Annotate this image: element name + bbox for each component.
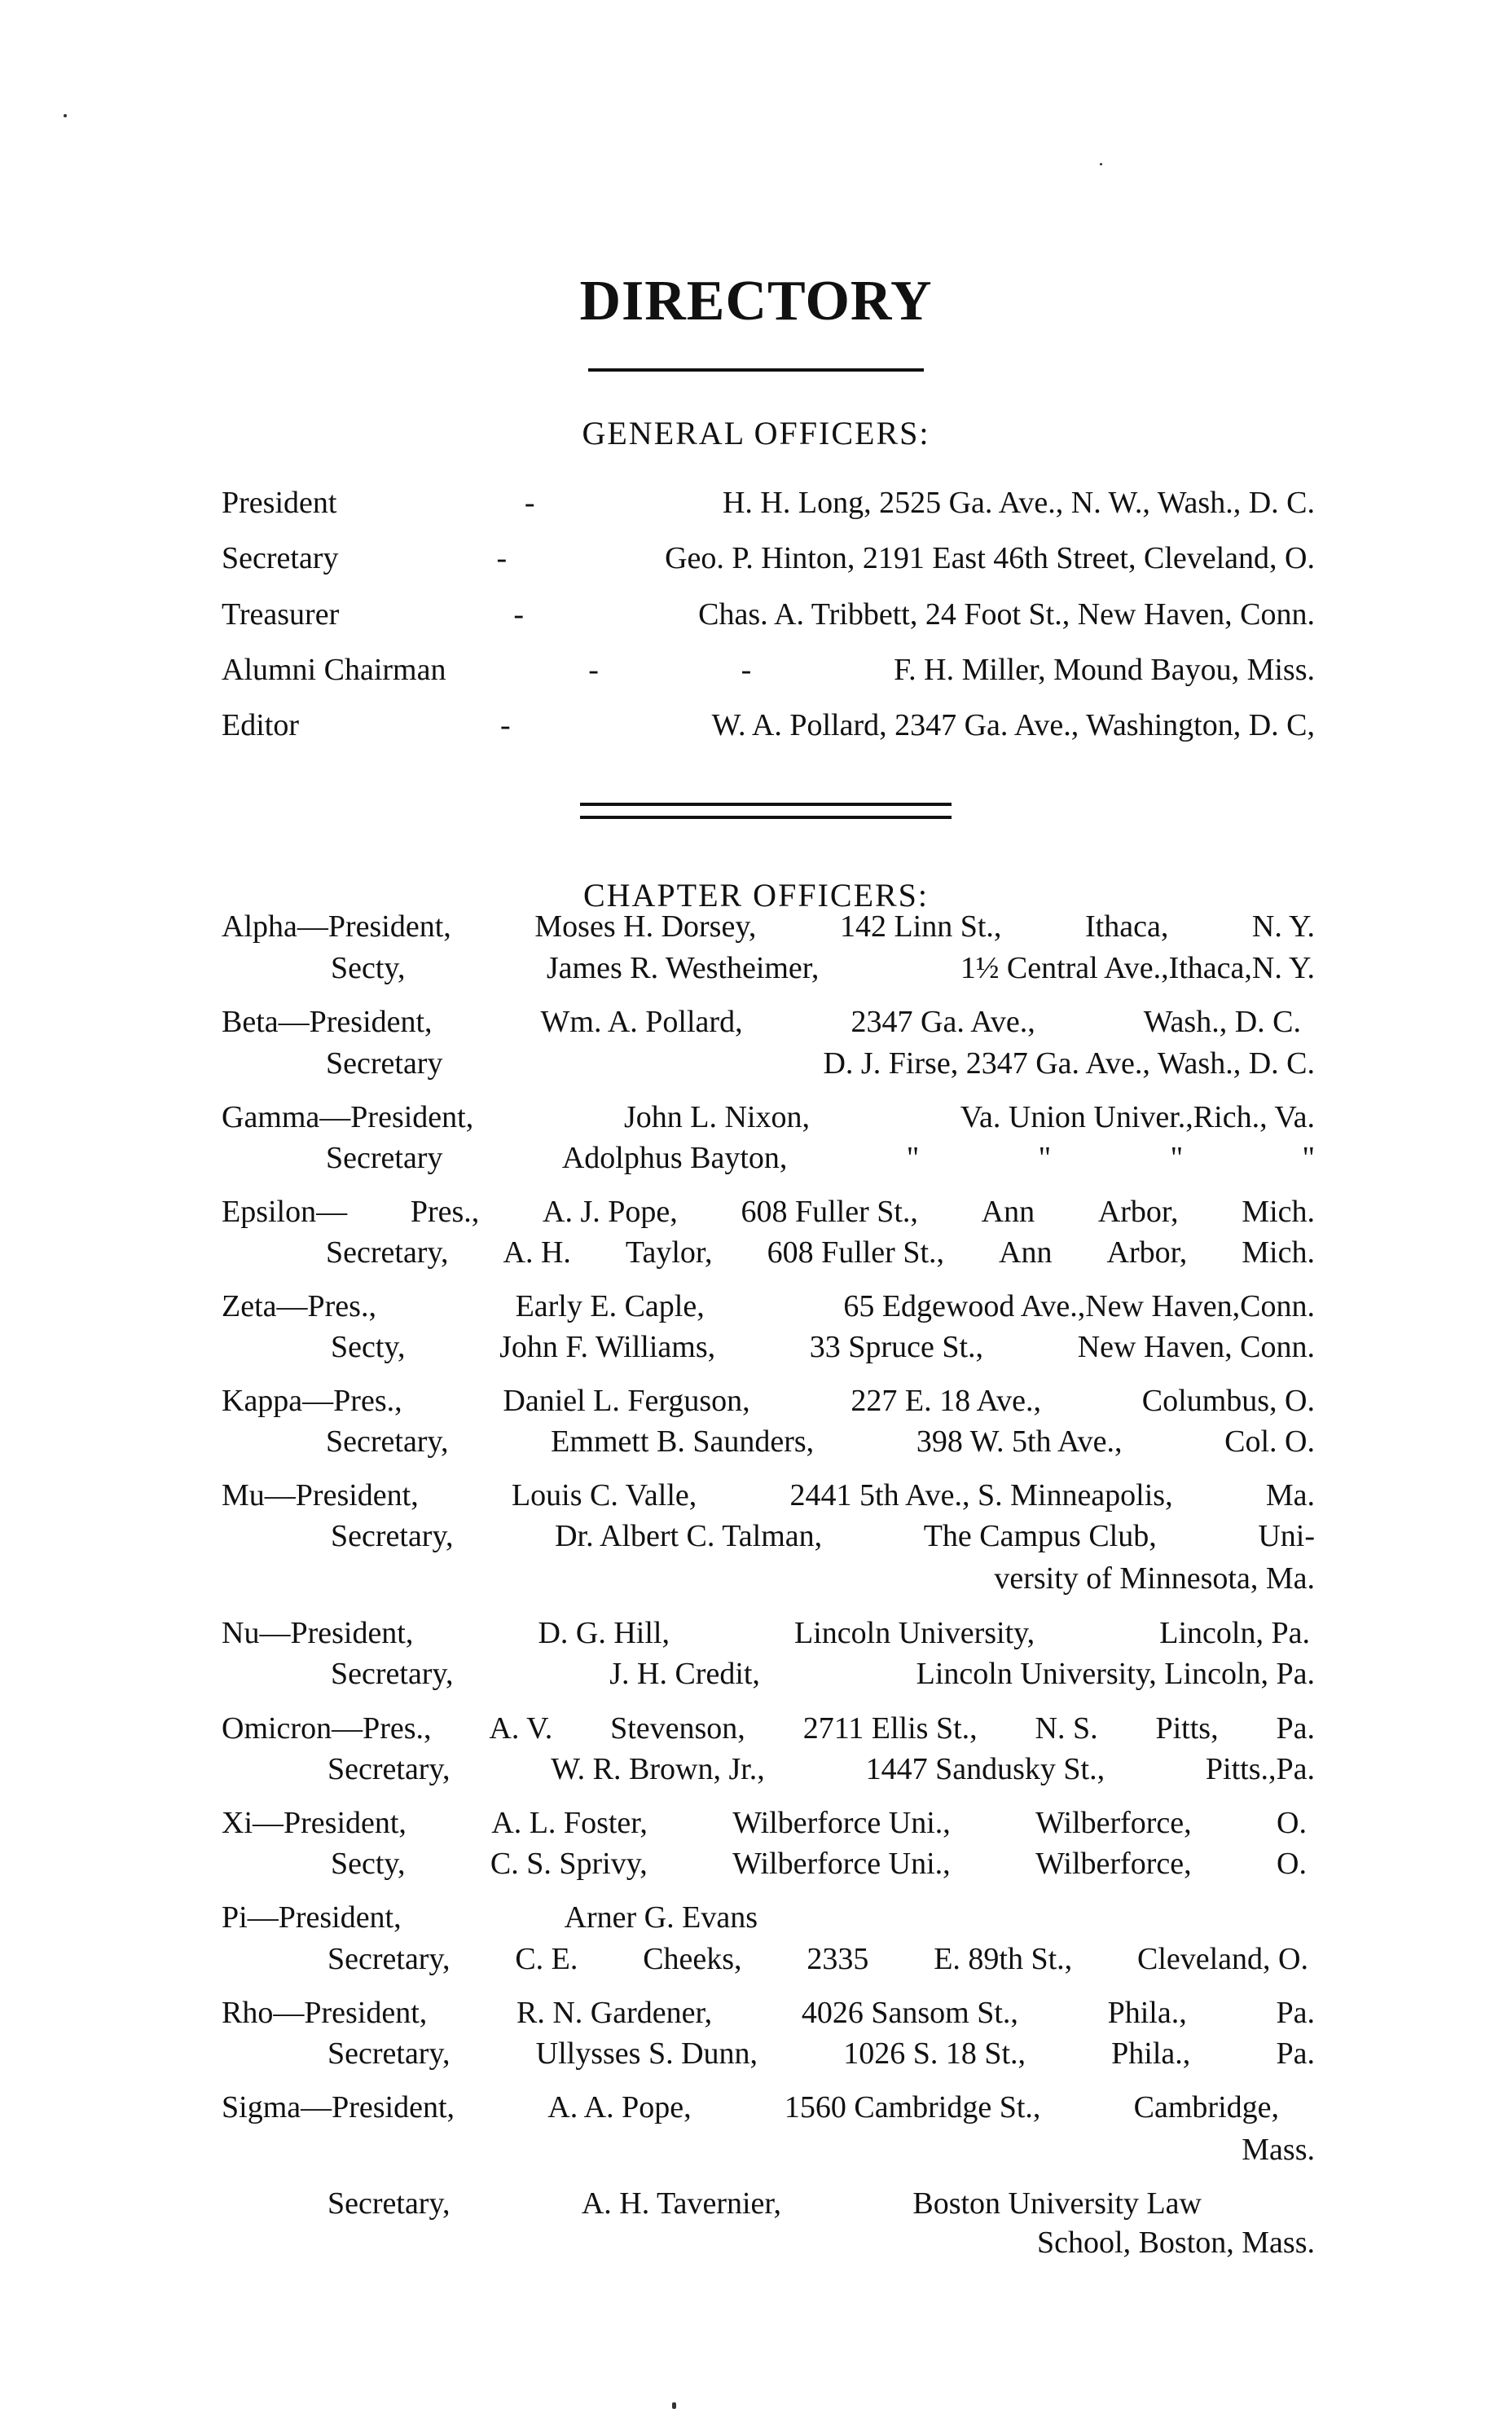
page-title: DIRECTORY	[579, 270, 933, 332]
general-officer-row-part: -	[588, 653, 599, 687]
chapter-officer-line-part: Beta—President,	[222, 1005, 433, 1039]
chapter-officer-line	[326, 1048, 1315, 1079]
chapter-officer-line-part: C. E.	[515, 1942, 578, 1976]
chapter-officer-line	[896, 1563, 1315, 1594]
chapter-officer-line	[222, 1807, 1307, 1838]
general-officer-row	[222, 543, 1315, 574]
chapter-officer-line-part: Pa.	[1276, 1996, 1315, 2030]
general-officer-row-part: President	[222, 486, 337, 520]
section-rule-bottom	[580, 816, 952, 819]
chapter-officer-line-part: Secretary,	[331, 1657, 454, 1691]
chapter-officer-line-part: Secty,	[331, 1330, 406, 1364]
chapter-officer-line	[222, 1618, 1310, 1649]
speck	[1100, 163, 1102, 165]
chapter-officer-line	[326, 1143, 1315, 1173]
chapter-officer-line	[326, 1426, 1315, 1457]
chapter-officer-line-part: Kappa—Pres.,	[222, 1384, 402, 1418]
general-officer-row-part: Treasurer	[222, 597, 340, 632]
chapter-officer-line-part: 227 E. 18 Ave.,	[850, 1384, 1042, 1418]
chapter-officer-line-part: John L. Nixon,	[624, 1100, 810, 1134]
chapter-officer-line-part: Boston University Law	[912, 2186, 1202, 2221]
chapter-officer-line	[222, 1902, 758, 1933]
chapter-officer-line-part: Secretary,	[327, 2036, 451, 2071]
chapter-officer-line-part: Lincoln, Pa.	[1159, 1616, 1310, 1650]
chapter-officer-line-part: Wm. A. Pollard,	[540, 1005, 743, 1039]
chapter-officer-line	[331, 1521, 1315, 1552]
chapter-officer-line-part: Xi—President,	[222, 1806, 407, 1840]
chapter-officer-line-part: A. J. Pope,	[543, 1195, 678, 1229]
chapter-officer-line-part: 65 Edgewood Ave.,New Haven,Conn.	[843, 1289, 1315, 1323]
chapter-officer-line	[222, 1196, 1315, 1227]
chapter-officer-line-part: Wilberforce,	[1035, 1847, 1192, 1881]
chapter-officer-line-part: Alpha—President,	[222, 909, 451, 944]
chapter-officer-line	[222, 2092, 1279, 2123]
general-officer-row-part: Secretary	[222, 541, 339, 575]
chapter-officer-line-part: Pitts.,Pa.	[1205, 1752, 1315, 1786]
chapter-officer-line-part: Arner G. Evans	[564, 1900, 758, 1935]
general-officer-row	[222, 599, 1315, 630]
chapter-officer-line-part: 608 Fuller St.,	[741, 1195, 918, 1229]
chapter-officer-line-part: Ann	[999, 1235, 1053, 1270]
chapter-officer-line-part: Ithaca,	[1085, 909, 1169, 944]
chapter-officer-line	[327, 1944, 1308, 1975]
speck	[672, 2402, 676, 2409]
chapter-officer-line	[331, 953, 1315, 984]
chapter-officer-line-part: 1560 Cambridge St.,	[784, 2090, 1041, 2124]
general-officer-row-part: -	[499, 708, 511, 742]
chapter-officer-line-part: Adolphus Bayton,	[561, 1141, 788, 1175]
chapter-officer-line	[222, 1480, 1315, 1511]
chapter-officer-line-part: Pitts,	[1155, 1711, 1219, 1746]
chapter-officer-line-part: Ullysses S. Dunn,	[535, 2036, 758, 2071]
chapter-officer-line	[327, 2188, 1202, 2219]
chapter-officer-line-part: Epsilon—	[222, 1195, 348, 1229]
chapter-officer-line-part: Pres.,	[410, 1195, 480, 1229]
chapter-officer-line-part: 2347 Ga. Ave.,	[850, 1005, 1035, 1039]
chapter-officer-line-part: Wilberforce Uni.,	[732, 1847, 951, 1881]
chapter-officer-line-part: Louis C. Valle,	[511, 1478, 697, 1512]
chapter-officer-line-part: N. Y.	[1251, 909, 1315, 944]
chapter-officer-line	[222, 1006, 1301, 1037]
chapter-officer-line-part: 2335	[807, 1942, 869, 1976]
chapter-officer-line-part: D. J. Firse, 2347 Ga. Ave., Wash., D. C.	[823, 1046, 1315, 1081]
chapter-officer-line	[327, 2038, 1315, 2069]
chapter-officer-line-part: Phila.,	[1107, 1996, 1187, 2030]
general-officer-row-part: -	[513, 597, 524, 632]
chapter-officer-line-part: Emmett B. Saunders,	[551, 1424, 815, 1459]
section-rule-top	[580, 803, 952, 806]
chapter-officer-line-part: Wilberforce Uni.,	[732, 1806, 951, 1840]
chapter-officer-line	[222, 1713, 1315, 1744]
general-officer-row	[222, 654, 1315, 685]
chapter-officer-line-part: Pa.	[1276, 2036, 1315, 2071]
general-officer-row-part: F. H. Miller, Mound Bayou, Miss.	[894, 653, 1315, 687]
speck	[64, 114, 67, 117]
chapter-officer-line-part: Nu—President,	[222, 1616, 414, 1650]
chapter-officer-line	[222, 1385, 1315, 1416]
chapter-officer-line-part: James R. Westheimer,	[546, 951, 820, 985]
chapter-officer-line-part: W. R. Brown, Jr.,	[551, 1752, 765, 1786]
chapter-officer-line-part: Secretary,	[327, 1942, 451, 1976]
chapter-officer-line-part: Cleveland, O.	[1136, 1942, 1308, 1976]
chapter-officer-line-part: A. H. Tavernier,	[581, 2186, 782, 2221]
chapter-officer-line-part: Ann	[981, 1195, 1035, 1229]
chapter-officer-line	[331, 1658, 1315, 1689]
chapter-officer-line-part: Daniel L. Ferguson,	[503, 1384, 750, 1418]
chapter-officer-line-part: Taylor,	[625, 1235, 713, 1270]
chapter-officer-line-part: 2441 5th Ave., S. Minneapolis,	[789, 1478, 1173, 1512]
general-officers-heading: GENERAL OFFICERS:	[582, 415, 930, 451]
chapter-officer-line-part: Omicron—Pres.,	[222, 1711, 432, 1746]
chapter-officer-line-part: Ma.	[1265, 1478, 1315, 1512]
chapter-officer-line-part: A. L. Foster,	[491, 1806, 648, 1840]
chapter-officer-line	[326, 1237, 1315, 1268]
chapter-officer-line-part: Uni-	[1258, 1519, 1315, 1553]
chapter-officer-line-part: "	[1170, 1141, 1184, 1175]
chapter-officer-line-part: A. A. Pope,	[547, 2090, 692, 2124]
chapter-officer-line-part: "	[1302, 1141, 1315, 1175]
chapter-officer-line-part: C. S. Sprivy,	[490, 1847, 648, 1881]
chapter-officer-line-part: Zeta—Pres.,	[222, 1289, 376, 1323]
chapter-officer-line-part: Col. O.	[1224, 1424, 1315, 1459]
chapter-officer-line-part: Secretary,	[331, 1519, 454, 1553]
chapter-officer-line-part: Mich.	[1242, 1235, 1315, 1270]
chapter-officer-line-part: E. 89th St.,	[934, 1942, 1073, 1976]
chapter-officer-line-part: D. G. Hill,	[538, 1616, 670, 1650]
general-officer-row	[222, 487, 1315, 518]
chapter-officer-line-part: versity of Minnesota, Ma.	[994, 1561, 1315, 1596]
chapter-officer-line-part: Pi—President,	[222, 1900, 402, 1935]
chapter-officer-line-part: Early E. Caple,	[515, 1289, 705, 1323]
chapter-officer-line	[331, 1848, 1307, 1879]
chapter-officer-line	[222, 911, 1315, 942]
chapter-officer-line-part: 4026 Sansom St.,	[801, 1996, 1018, 2030]
chapter-officer-line-part: John F. Williams,	[499, 1330, 716, 1364]
chapter-officer-line-part: Lincoln University,	[794, 1616, 1035, 1650]
chapter-officer-line-part: Secretary,	[326, 1424, 449, 1459]
chapter-officer-line	[331, 1332, 1315, 1363]
chapter-officer-line-part: Cheeks,	[643, 1942, 742, 1976]
chapter-officer-line-part: Secty,	[331, 951, 406, 985]
chapter-officer-line-part: School, Boston, Mass.	[1037, 2226, 1315, 2260]
chapter-officer-line-part: Secretary,	[326, 1235, 449, 1270]
chapter-officer-line-part: Arbor,	[1097, 1195, 1179, 1229]
chapter-officer-line-part: Cambridge,	[1133, 2090, 1279, 2124]
chapter-officer-line-part: Stevenson,	[610, 1711, 745, 1746]
chapter-officer-line-part: 142 Linn St.,	[839, 909, 1002, 944]
general-officer-row-part: Editor	[222, 708, 299, 742]
chapter-officer-line-part: Secretary	[326, 1141, 443, 1175]
chapter-officer-line-part: Mass.	[1242, 2133, 1315, 2167]
chapter-officer-line	[327, 1754, 1315, 1785]
chapter-officer-line-part: Sigma—President,	[222, 2090, 455, 2124]
title-rule	[588, 368, 924, 372]
chapter-officer-line-part: Arbor,	[1106, 1235, 1188, 1270]
chapter-officer-line-part: Columbus, O.	[1141, 1384, 1315, 1418]
chapter-officer-line-part: A. V.	[489, 1711, 553, 1746]
chapter-officer-line-part: "	[1038, 1141, 1052, 1175]
chapter-officers-heading: CHAPTER OFFICERS:	[582, 877, 930, 914]
chapter-officer-line-part: O.	[1277, 1806, 1307, 1840]
chapter-officer-line-part: Wilberforce,	[1035, 1806, 1192, 1840]
chapter-officer-line-part: 1026 S. 18 St.,	[843, 2036, 1026, 2071]
chapter-officer-line-part: O.	[1277, 1847, 1307, 1881]
general-officer-row-part: Chas. A. Tribbett, 24 Foot St., New Haven, Conn.	[698, 597, 1315, 632]
chapter-officer-line-part: 2711 Ellis St.,	[802, 1711, 978, 1746]
chapter-officer-line-part: 398 W. 5th Ave.,	[916, 1424, 1123, 1459]
chapter-officer-line-part: Gamma—President,	[222, 1100, 474, 1134]
chapter-officer-line-part: Wash., D. C.	[1143, 1005, 1301, 1039]
chapter-officer-line-part: Secretary,	[327, 1752, 451, 1786]
chapter-officer-line-part: Phila.,	[1111, 2036, 1191, 2071]
chapter-officer-line-part: Rho—President,	[222, 1996, 428, 2030]
chapter-officer-line-part: 1½ Central Ave.,Ithaca,N. Y.	[960, 951, 1315, 985]
chapter-officer-line	[222, 1102, 1315, 1133]
chapter-officer-line	[222, 1997, 1315, 2028]
chapter-officer-line-part: Moses H. Dorsey,	[534, 909, 757, 944]
general-officer-row-part: H. H. Long, 2525 Ga. Ave., N. W., Wash., D. C.	[722, 486, 1315, 520]
general-officer-row-part: Geo. P. Hinton, 2191 East 46th Street, Cleveland, O.	[665, 541, 1315, 575]
chapter-officer-line-part: Secretary	[326, 1046, 443, 1081]
general-officer-row-part: -	[741, 653, 752, 687]
chapter-officer-line-part: A. H.	[503, 1235, 571, 1270]
chapter-officer-line-part: Mich.	[1242, 1195, 1315, 1229]
chapter-officer-line-part: J. H. Credit,	[609, 1657, 760, 1691]
chapter-officer-line-part: 33 Spruce St.,	[809, 1330, 984, 1364]
chapter-officer-line	[941, 2227, 1315, 2258]
chapter-officer-line-part: 608 Fuller St.,	[767, 1235, 945, 1270]
chapter-officer-line-part: The Campus Club,	[923, 1519, 1157, 1553]
chapter-officer-line-part: Pa.	[1276, 1711, 1315, 1746]
chapter-officer-line-part: R. N. Gardener,	[516, 1996, 713, 2030]
chapter-officer-line-part: Lincoln University, Lincoln, Pa.	[916, 1657, 1315, 1691]
general-officer-row-part: -	[496, 541, 508, 575]
general-officer-row-part: W. A. Pollard, 2347 Ga. Ave., Washington, D. C,	[711, 708, 1315, 742]
chapter-officer-line-part: New Haven, Conn.	[1077, 1330, 1315, 1364]
chapter-officer-line-part: Secty,	[331, 1847, 406, 1881]
general-officer-row-part: -	[524, 486, 535, 520]
chapter-officer-line-part: 1447 Sandusky St.,	[865, 1752, 1105, 1786]
general-officer-row	[222, 710, 1315, 741]
chapter-officer-line	[1173, 2134, 1315, 2165]
chapter-officer-line-part: N. S.	[1035, 1711, 1098, 1746]
general-officer-row-part: Alumni Chairman	[222, 653, 446, 687]
chapter-officer-line-part: "	[906, 1141, 920, 1175]
chapter-officer-line-part: Va. Union Univer.,Rich., Va.	[960, 1100, 1315, 1134]
chapter-officer-line-part: Mu—President,	[222, 1478, 419, 1512]
chapter-officer-line-part: Dr. Albert C. Talman,	[555, 1519, 823, 1553]
chapter-officer-line	[222, 1291, 1315, 1322]
chapter-officer-line-part: Secretary,	[327, 2186, 451, 2221]
